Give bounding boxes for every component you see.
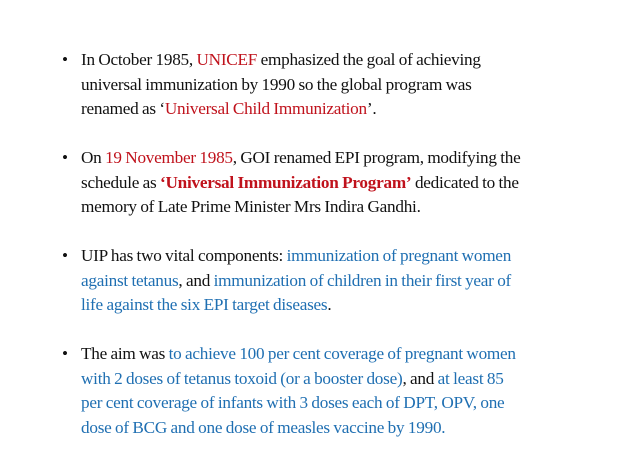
- bullet-line: schedule as ‘Universal Immunization Program’ dedicated to the: [81, 172, 519, 192]
- bullet-line: against tetanus, and immunization of children in their first year of: [81, 270, 512, 290]
- bullet-line: dose of BCG and one dose of measles vaccine by 1990.: [81, 417, 446, 437]
- highlight-aim: to achieve 100 per cent coverage of pregnant women: [168, 344, 516, 363]
- bullet-marker: •: [62, 50, 68, 69]
- bullet-goi: [62, 146, 582, 220]
- highlight-doses: with 2 doses of tetanus toxoid (or a booster dose): [81, 368, 403, 388]
- bullet-line: The aim was to achieve 100 per cent coverage of pregnant women: [81, 344, 516, 363]
- bullet-line: On 19 November 1985, GOI renamed EPI program, modifying the: [81, 148, 521, 167]
- bullet-line: In October 1985, UNICEF emphasized the goal of achieving: [81, 50, 481, 69]
- highlight-children: immunization of children in their first year of: [213, 270, 512, 290]
- bullet-line: per cent coverage of infants with 3 doses each of DPT, OPV, one: [81, 393, 505, 412]
- bullet-marker: •: [62, 246, 68, 265]
- bullet-line: with 2 doses of tetanus toxoid (or a booster dose), and at least 85: [81, 368, 504, 388]
- highlight-date: 19 November 1985: [105, 148, 233, 167]
- bullet-line: life against the six EPI target diseases.: [81, 295, 332, 314]
- bullet-line: renamed as ‘Universal Child Immunization’.: [81, 99, 377, 118]
- bullet-line: universal immunization by 1990 so the global program was: [81, 74, 472, 94]
- highlight-pregnant: immunization of pregnant women: [286, 246, 512, 265]
- bullet-marker: •: [62, 148, 68, 167]
- bullet-unicef: [62, 48, 582, 122]
- highlight-85: at least 85: [437, 368, 504, 388]
- bullet-components: [62, 244, 582, 318]
- highlight-unicef: UNICEF: [196, 50, 258, 69]
- highlight-uip: ‘Universal Immunization Program’: [160, 172, 412, 192]
- highlight-tetanus: against tetanus: [81, 270, 179, 290]
- bullet-line: memory of Late Prime Minister Mrs Indira Gandhi.: [81, 197, 421, 216]
- highlight-diseases: life against the six EPI target diseases: [81, 295, 328, 314]
- highlight-uci: Universal Child Immunization: [164, 99, 367, 118]
- bullet-marker: •: [62, 344, 68, 363]
- bullet-line: UIP has two vital components: immunization of pregnant women: [81, 246, 512, 265]
- bullet-aim: [62, 342, 582, 440]
